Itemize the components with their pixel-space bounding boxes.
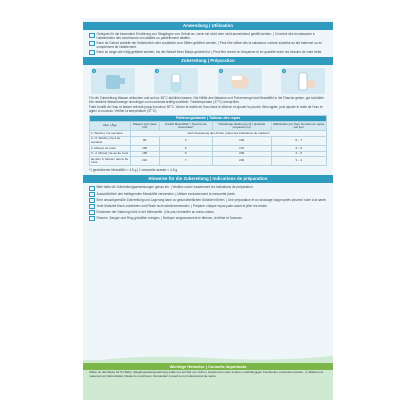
package-panel bbox=[83, 18, 333, 400]
hint-bullet: Bitte halte die Zubereitungsanweisungen genau ein. | Veuillez suivre exactement les indications de préparation. bbox=[89, 185, 327, 191]
bullet-icon bbox=[89, 41, 95, 46]
bullet-icon bbox=[89, 204, 95, 209]
step-fill-bottle-icon: 2 bbox=[154, 68, 198, 94]
bullet-icon bbox=[89, 210, 95, 215]
feeding-table bbox=[89, 115, 327, 166]
preparation-steps bbox=[83, 65, 333, 96]
hints-bullets bbox=[83, 183, 333, 221]
section-hints-title: Hinweise für die Zubereitung | Indications de préparation bbox=[83, 175, 333, 183]
hint-bullet: Ausschließlich den beiliegenden Messlöffel verwenden. | Utiliser exclusivement la mesurette jointe. bbox=[89, 192, 327, 198]
table-row: ab dem 5. Monat | dès le 5e mois 210 7 230 3 – 4 bbox=[90, 157, 327, 166]
col-header-water: Wasser (ml) | Eau (ml) bbox=[130, 122, 159, 131]
bullet-icon bbox=[89, 50, 95, 55]
bullet-icon bbox=[89, 192, 95, 197]
step-shake-icon: 4 bbox=[281, 68, 325, 94]
usage-bullet: Kann ab Geburt anstelle der Muttermilch oder zusätzlich zum Stillen gefüttert werden. | Peut être utilisé dès la naissance comme substitut du lait maternel ou en complément de l'allaitement. bbox=[89, 41, 327, 49]
feeding-table-title: Fütterungstabelle | Tableau des repas bbox=[90, 116, 327, 122]
hint-bullet: Jede Mahlzeit frisch zubereiten und Reste nicht wiederverwenden. | Préparer chaque repas juste avant et jeter les restes. bbox=[89, 204, 327, 210]
step-boil-water-icon: 1 bbox=[91, 68, 135, 94]
bullet-icon bbox=[89, 33, 95, 38]
col-header-age: Alter | Âge bbox=[90, 122, 131, 131]
usage-bullet: Geeignet für die besondere Ernährung von Säuglingen von Geburt an, wenn sie nicht oder nicht ausreichend gestillt werden. | Convient dès la naissance à l'alimentation des nourrissons non allaités ou partiellement allaités. bbox=[89, 32, 327, 40]
footer-title: Wichtige Hinweise | Conseils importants bbox=[83, 363, 333, 370]
hint-bullet: Eine unsachgemäße Zubereitung und Lagerung kann zu gesundheitlichen Schäden führen. | Une préparation et un stockage inappropriés peuvent nuire à la santé. bbox=[89, 198, 327, 204]
hint-bullet: Flasche, Sauger und Ring gründlich reinigen. | Nettoyer soigneusement le biberon, la tétine et l'anneau. bbox=[89, 216, 327, 222]
section-usage-title: Anwendung | Utilisation bbox=[83, 22, 333, 30]
table-row: 2. Monat | 2e mois 150 5 170 4 – 5 bbox=[90, 146, 327, 152]
footer-text: Stillen ist das Beste für Ihr Baby. Säuglingsanfangsnahrung sollte nur auf Rat von Ärzten, Hebammen oder anderen unabhängigen Fachleuten verwendet werden. | L'allaitement maternel est l'alimentation idéale du nourrisson. Demandez conseil à un professionnel de santé. bbox=[89, 370, 324, 378]
hint-bullet: Erwärmen der Nahrung nicht in der Mikrowelle. | Ne pas réchauffer au micro-ondes. bbox=[89, 210, 327, 216]
usage-bullets bbox=[83, 30, 333, 55]
col-header-scoops: Anzahl Messlöffel* | Nombre de mesurettes* bbox=[159, 122, 212, 131]
bullet-icon bbox=[89, 186, 95, 191]
footer-panel bbox=[83, 360, 333, 400]
step-add-powder-icon: 3 bbox=[218, 68, 262, 94]
table-footnote: *1 gestrichener Messlöffel = 4,5 g | 1 mesurette arasée = 4,5 g bbox=[89, 168, 178, 173]
table-row: 2.–4. Woche | 2e à 4e semaine 90 3 100 5 – 7 bbox=[90, 136, 327, 145]
usage-bullet: Kann so lange wie nötig gefüttert werden, bis der Bedarf Ihres Babys gedeckt ist. | Peut être donné en fréquence et en quantité selon les besoins de votre bébé. bbox=[89, 50, 327, 56]
table-row: 3.–4. Monat | 3e au 4e mois 180 6 200 4 – 5 bbox=[90, 151, 327, 157]
preparation-text-fr: Faire bouillir de l'eau et laisser refroidir jusqu'à environ 50°C. Verser la moitié de l'eau dans le biberon et ajouter la poudre. Bien agiter, puis ajouter le reste de l'eau et agiter à nouveau. Vérifier la température (37°C). bbox=[89, 105, 323, 114]
table-row: 1. Woche | 1re semaine nach Anweisung des Arztes | selon les indications du médecin bbox=[90, 131, 327, 137]
col-header-meals: Mahlzeiten pro Tag | Nombre de repas par jour bbox=[271, 122, 327, 131]
bullet-icon bbox=[89, 198, 95, 203]
preparation-text-de: Für die Zubereitung Wasser abkochen und auf ca. 50°C abkühlen lassen. Die Hälfte des Wassers und Pulvermenge laut Messlöffel in die Flasche geben, gut schütteln. Die restliche Wassermenge hinzufügen und nochmals kräftig schütteln. Trinktemperatur (37°C) überprüfen. bbox=[89, 96, 325, 105]
bullet-icon bbox=[89, 216, 95, 221]
col-header-prepared: Trinkfertige Nahrung (ml) | Quantité préparée (ml) bbox=[212, 122, 271, 131]
section-preparation-title: Zubereitung | Préparation bbox=[83, 57, 333, 65]
